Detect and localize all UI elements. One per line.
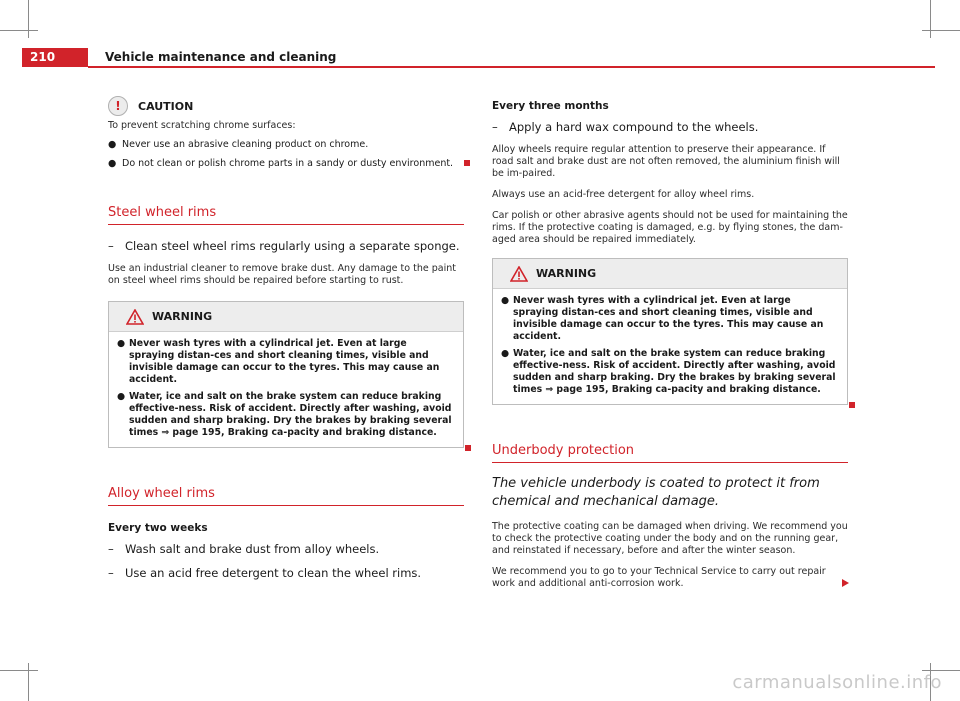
underbody-section <box>492 443 848 590</box>
alloy-section <box>108 486 464 580</box>
three-months-subtitle: Every three months <box>492 100 609 112</box>
section-title-underbody: Underbody protection <box>492 443 635 458</box>
warning-box-left <box>108 301 464 448</box>
caution-label: CAUTION <box>138 99 194 113</box>
exclamation-circle-icon: ! <box>108 96 128 116</box>
watermark: carmanualsonline.info <box>732 672 942 693</box>
dash-marker: – <box>492 120 498 134</box>
page-title: Vehicle maintenance and cleaning <box>105 50 337 64</box>
dash-marker: – <box>108 566 114 580</box>
paragraph: Alloy wheels require regular attention to preserve their appearance. If road salt and brake dust are not often removed, the aluminium finish will be im-paired. <box>492 144 840 179</box>
section-rule <box>108 224 464 225</box>
list-item <box>117 391 455 439</box>
list-item <box>117 338 455 386</box>
warning-box-right <box>492 258 848 405</box>
section-rule <box>492 462 848 463</box>
steel-text: Use an industrial cleaner to remove brake dust. Any damage to the paint on steel wheel rims should be repaired before starting to rust. <box>108 263 456 286</box>
section-title-steel: Steel wheel rims <box>108 205 217 220</box>
dash-marker: – <box>108 239 114 253</box>
list-item <box>501 348 839 396</box>
caution-heading <box>108 96 464 116</box>
crop-mark <box>28 663 29 701</box>
bullet-dot: ● <box>108 158 117 169</box>
steel-step: Clean steel wheel rims regularly using a separate sponge. <box>125 239 460 253</box>
three-months-step: Apply a hard wax compound to the wheels. <box>509 120 759 134</box>
crop-mark <box>28 0 29 38</box>
crop-mark <box>0 30 38 31</box>
list-item <box>108 158 464 170</box>
caution-bullet-2: Do not clean or polish chrome parts in a sandy or dusty environment. <box>122 158 454 169</box>
dash-marker: – <box>108 542 114 556</box>
bullet-dot: ● <box>108 139 117 150</box>
warning-bullet-1: Never wash tyres with a cylindrical jet. Even at large spraying distan-ces and short cleaning times, visible and invisible damage can occur to the tyres. This may cause an accident. <box>513 295 824 342</box>
warning-triangle-icon <box>126 309 144 325</box>
warning-body <box>109 332 463 447</box>
list-item <box>108 139 464 151</box>
crop-mark <box>922 670 960 671</box>
page-number: 210 <box>22 48 88 67</box>
right-column <box>492 96 848 590</box>
alloy-subtitle: Every two weeks <box>108 522 208 534</box>
crop-mark <box>0 670 38 671</box>
crop-mark <box>930 0 931 38</box>
paragraph: Car polish or other abrasive agents should not be used for maintaining the rims. If the protective coating is damaged, e.g. by flying stones, the dam-aged area should be repaired immediately. <box>492 210 848 245</box>
header-rule <box>88 66 935 68</box>
warning-heading <box>493 259 847 289</box>
warning-heading <box>109 302 463 332</box>
warning-label: WARNING <box>536 267 597 280</box>
section-title-alloy: Alloy wheel rims <box>108 486 215 501</box>
bullet-dot: ● <box>117 338 126 349</box>
warning-bullet-2: Water, ice and salt on the brake system can reduce braking effective-ness. Risk of accident. Directly after washing, avoid sudden and sharp braking. Dry the brakes by braking several times ⇒ page 195, Braking ca-pacity and braking distance. <box>513 348 836 395</box>
warning-body <box>493 289 847 404</box>
caution-block <box>108 96 464 170</box>
bullet-dot: ● <box>117 391 126 402</box>
paragraph: Always use an acid-free detergent for alloy wheel rims. <box>492 189 755 200</box>
crop-mark <box>922 30 960 31</box>
alloy-step-1: Wash salt and brake dust from alloy wheels. <box>125 542 380 556</box>
underbody-intro: The vehicle underbody is coated to protect it from chemical and mechanical damage. <box>492 476 820 509</box>
list-item <box>501 295 839 343</box>
section-end-mark <box>849 402 855 408</box>
alloy-step-2: Use an acid free detergent to clean the wheel rims. <box>125 566 422 580</box>
section-rule <box>108 505 464 506</box>
bullet-dot: ● <box>501 348 510 359</box>
list-item <box>108 566 464 580</box>
left-column <box>108 96 464 580</box>
paragraph: The protective coating can be damaged when driving. We recommend you to check the protective coating under the body and on the running gear, and reinstated if necessary, before and after the winter season. <box>492 521 848 556</box>
steel-section <box>108 205 464 287</box>
list-item <box>108 239 464 253</box>
paragraph: We recommend you to go to your Technical Service to carry out repair work and additional anti-corrosion work. <box>492 566 826 589</box>
section-end-mark <box>465 445 471 451</box>
continue-arrow-icon <box>842 579 849 587</box>
warning-bullet-1: Never wash tyres with a cylindrical jet. Even at large spraying distan-ces and short cleaning times, visible and invisible damage can occur to the tyres. This may cause an accident. <box>129 338 440 385</box>
section-end-mark <box>464 160 470 166</box>
list-item <box>492 120 848 134</box>
list-item <box>108 542 464 556</box>
caution-intro: To prevent scratching chrome surfaces: <box>108 120 296 131</box>
warning-triangle-icon <box>510 266 528 282</box>
warning-bullet-2: Water, ice and salt on the brake system can reduce braking effective-ness. Risk of accident. Directly after washing, avoid sudden and sharp braking. Dry the brakes by braking several times ⇒ page 195, Braking ca-pacity and braking distance. <box>129 391 452 438</box>
caution-bullet-1: Never use an abrasive cleaning product on chrome. <box>122 139 369 150</box>
warning-label: WARNING <box>152 310 213 323</box>
paragraph-last <box>492 566 848 590</box>
bullet-dot: ● <box>501 295 510 306</box>
